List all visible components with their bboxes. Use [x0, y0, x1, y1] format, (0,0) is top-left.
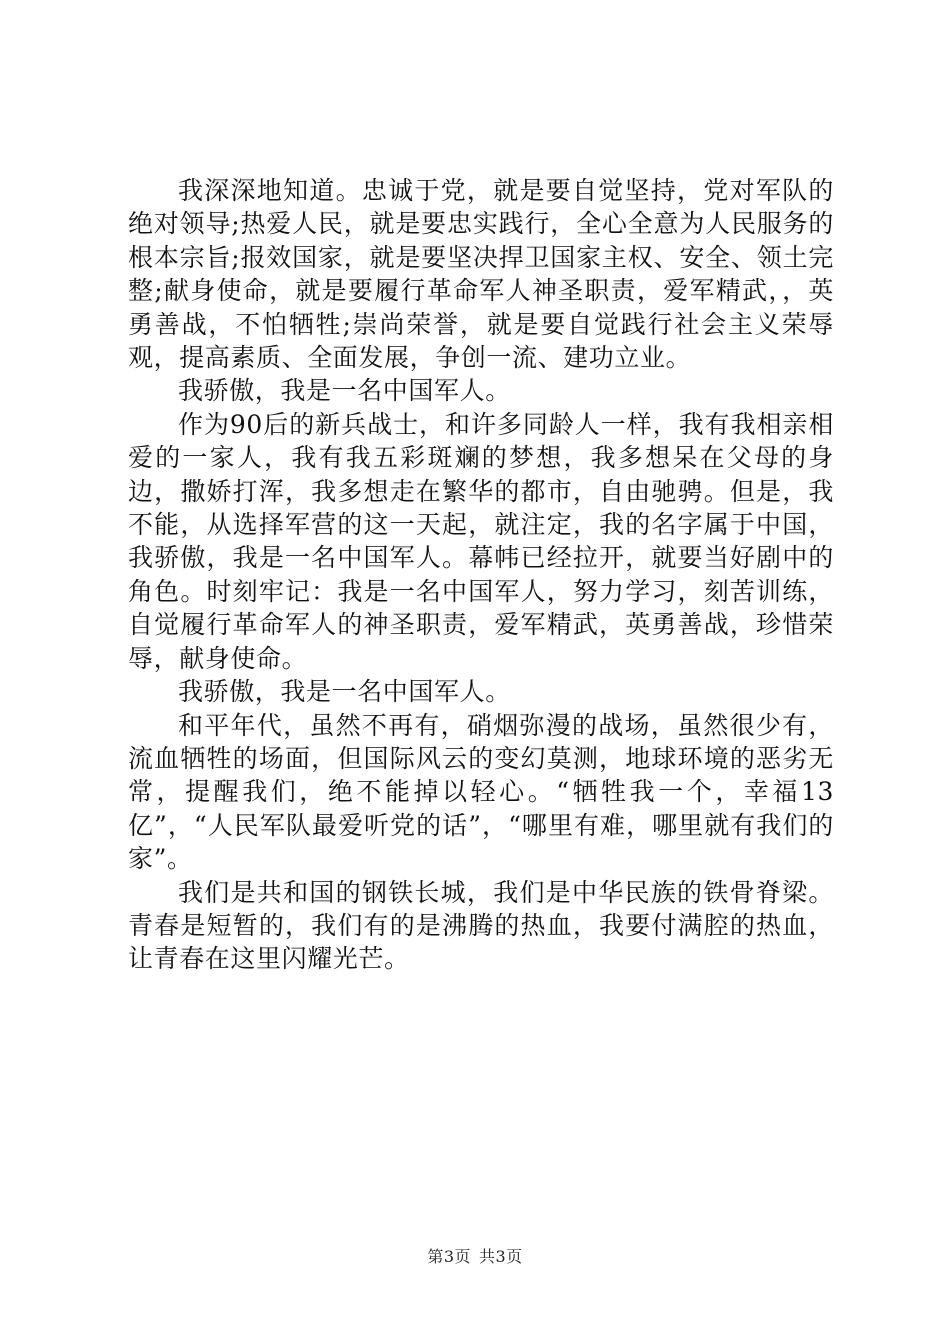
paragraph-great-wall: 我们是共和国的钢铁长城，我们是中华民族的铁骨脊梁。青春是短暂的，我们有的是沸腾的热血，我要付满腔的热血，让青春在这里闪耀光芒。: [128, 877, 834, 974]
page-total: 共3页: [479, 1247, 523, 1266]
paragraph-proud-1: 我骄傲，我是一名中国军人。: [178, 376, 511, 406]
paragraph-loyalty: 我深深地知道。忠诚于党，就是要自觉坚持，党对军队的绝对领导;热爱人民，就是要忠实践行，全心全意为人民服务的根本宗旨;报效国家，就是要坚决捍卫国家主权、安全、领土完整;献身使命，就是要履行革命军人神圣职责，爱军精武，，英勇善战，不怕牺牲;崇尚荣誉，就是要自觉践行社会主义荣辱观，提高素质、全面发展，争创一流、建功立业。: [128, 176, 834, 373]
document-body: [128, 174, 834, 976]
page-footer: [0, 1244, 950, 1267]
page-number: 第3页: [427, 1247, 471, 1266]
paragraph-new-soldier: 作为90后的新兵战士，和许多同龄人一样，我有我相亲相爱的一家人，我有我五彩斑斓的梦想，我多想呆在父母的身边，撒娇打浑，我多想走在繁华的都市，自由驰骋。但是，我不能，从选择军营的这一天起，就注定，我的名字属于中国，我骄傲，我是一名中国军人。幕帏已经拉开，就要当好剧中的角色。时刻牢记：我是一名中国军人，努力学习，刻苦训练，自觉履行革命军人的神圣职责，爱军精武，英勇善战，珍惜荣辱，献身使命。: [128, 409, 834, 673]
paragraph-peace-era: 和平年代，虽然不再有，硝烟弥漫的战场，虽然很少有，流血牺牲的场面，但国际风云的变幻莫测，地球环境的恶劣无常，提醒我们，绝不能掉以轻心。“牺牲我一个，幸福13亿”，“人民军队最爱听党的话”，“哪里有难，哪里就有我们的家”。: [128, 710, 834, 874]
paragraph-proud-2: 我骄傲，我是一名中国军人。: [178, 677, 511, 707]
